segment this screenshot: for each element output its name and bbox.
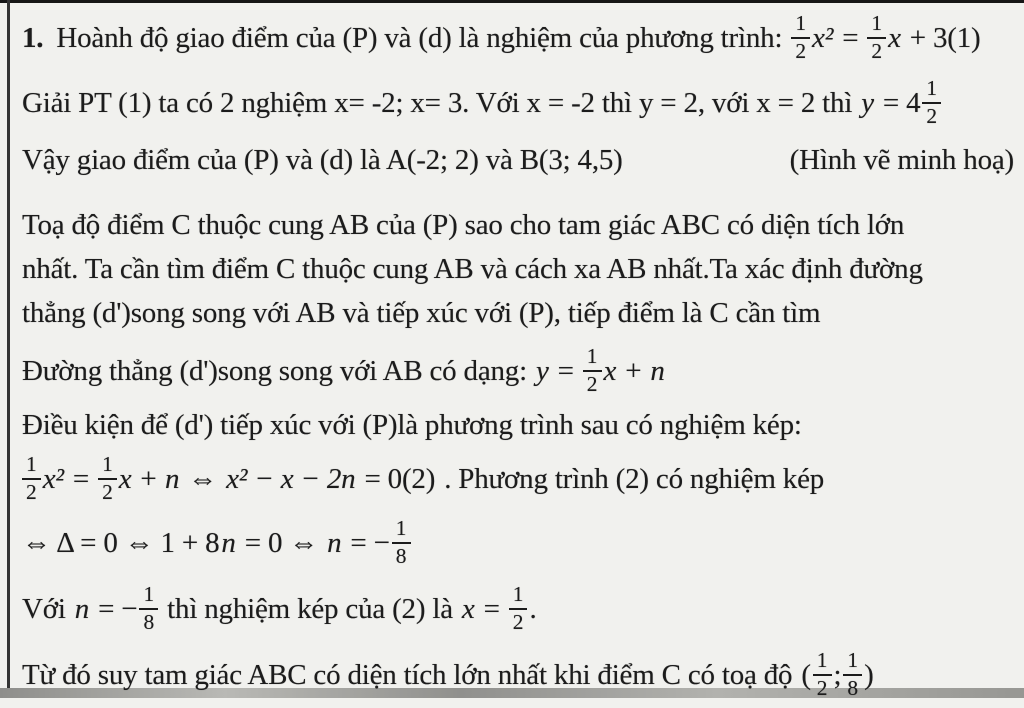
paragraph-line: Toạ độ điểm C thuộc cung AB của (P) sao cho tam giác ABC có diện tích lớn (22, 209, 905, 241)
fraction-denominator: 2 (512, 610, 524, 634)
fraction-numerator: 1 (843, 649, 862, 676)
fraction-numerator: 1 (583, 345, 602, 372)
fraction-denominator: 8 (143, 610, 155, 634)
open-paren: ( (801, 658, 811, 691)
fraction (583, 345, 602, 396)
math-operator: = 0 ⇔ (244, 526, 319, 559)
problem-text: Hoành độ giao điểm của (P) và (d) là nghiệm của phương trình: (56, 21, 783, 54)
math-operator: = (842, 21, 859, 54)
fraction-numerator: 1 (813, 649, 832, 676)
fraction-numerator: 1 (791, 12, 810, 39)
root-pre-text: Với (22, 592, 66, 625)
math-variable: n (327, 526, 342, 559)
math-variable: x (888, 21, 901, 54)
fraction-numerator: 1 (139, 583, 158, 610)
discriminant-line (22, 510, 1018, 576)
equiv-arrow: ⇔ (188, 462, 218, 495)
math-operator: = − (98, 592, 138, 625)
math-variable: x² (812, 21, 834, 54)
sentence-period: . (529, 592, 537, 625)
math-variable: x (461, 592, 475, 625)
n-value-term (350, 517, 410, 568)
mixed-number (883, 77, 941, 128)
root-mid-text: thì nghiệm kép của (2) là (167, 592, 453, 625)
math-variable: n (221, 526, 236, 559)
intersection-points-line (22, 137, 1018, 183)
problem-number: 1. (22, 21, 44, 54)
conclusion-line (22, 642, 1018, 708)
fraction (22, 453, 41, 504)
math-operator: = 4 (882, 86, 921, 119)
fraction (98, 453, 117, 504)
fraction-numerator: 1 (392, 517, 411, 544)
math-variable: x (603, 354, 617, 387)
fraction (843, 649, 862, 700)
math-operator: = − (350, 526, 390, 559)
fraction-numerator: 1 (922, 77, 941, 104)
solution-text: Giải PT (1) ta có 2 nghiệm x= -2; x= 3. Với x = -2 thì y = 2, với x = 2 thì (22, 86, 853, 119)
document-page (10, 3, 1024, 700)
fraction (139, 583, 158, 634)
condition-text: Điều kiện để (d') tiếp xúc với (P)là phương trình sau có nghiệm kép: (22, 408, 802, 441)
fraction-numerator: 1 (22, 453, 41, 480)
equation-2-line (22, 448, 1018, 510)
paragraph-line: thẳng (d')song song với AB và tiếp xúc với (P), tiếp điểm là C cần tìm (22, 297, 821, 329)
math-operator: ⇔ Δ = 0 ⇔ 1 + 8 (22, 526, 220, 559)
delta-chain (22, 527, 236, 560)
fraction-denominator: 2 (795, 39, 807, 63)
conclusion-text: Từ đó suy tam giác ABC có diện tích lớn nhất khi điểm C có toạ độ (22, 658, 793, 691)
fraction (791, 12, 810, 63)
figure-note: (Hình vẽ minh hoạ) (789, 143, 1014, 176)
fraction (922, 77, 941, 128)
fraction-denominator: 2 (926, 104, 938, 128)
half-x2-term (22, 453, 64, 504)
math-operator: + (625, 354, 642, 387)
fraction-denominator: 2 (816, 676, 828, 700)
half-x-plus-n-term (98, 453, 179, 504)
fraction-numerator: 1 (867, 12, 886, 39)
point-c-coordinates (801, 649, 873, 700)
math-variable: y (861, 86, 874, 119)
fraction-numerator: 1 (98, 453, 117, 480)
parallel-line-form (22, 340, 1018, 402)
math-variable: n (74, 592, 90, 625)
tangency-condition-line (22, 402, 1018, 448)
fraction-denominator: 8 (395, 544, 407, 568)
fraction (867, 12, 886, 63)
math-variable: x² (42, 462, 64, 495)
fraction-denominator: 2 (586, 372, 598, 396)
double-root-line (22, 576, 1018, 642)
close-paren: ) (864, 658, 874, 691)
fraction (813, 649, 832, 700)
fraction (392, 517, 411, 568)
math-operator: = (72, 462, 90, 495)
equation-1-left (791, 12, 833, 63)
fraction-denominator: 8 (847, 676, 859, 700)
fraction-denominator: 2 (102, 480, 113, 504)
reasoning-paragraph (22, 203, 1018, 335)
fraction-denominator: 2 (871, 39, 883, 63)
math-operator: = 0(2) (364, 462, 436, 495)
n-value-term (98, 583, 158, 634)
x-value-term (509, 583, 537, 634)
fraction-numerator: 1 (509, 583, 528, 610)
fraction-denominator: 2 (26, 480, 37, 504)
equation-1-right (867, 12, 900, 63)
math-variable: y (535, 354, 549, 387)
solution-roots-line (22, 69, 1018, 137)
math-expression: x² − x − 2n (226, 462, 356, 495)
half-x-term (583, 345, 616, 396)
math-operator: = (483, 592, 500, 625)
line-form-text: Đường thẳng (d')song song với AB có dạng: (22, 354, 527, 387)
math-variable: n (650, 354, 665, 387)
math-variable: x + n (118, 462, 180, 495)
problem-statement-line (22, 7, 1018, 69)
fraction (509, 583, 528, 634)
paragraph-line: nhất. Ta cần tìm điểm C thuộc cung AB và cách xa AB nhất.Ta xác định đường (22, 253, 923, 285)
coordinate-separator: ; (833, 658, 842, 691)
equation-2-tail-text: . Phương trình (2) có nghiệm kép (444, 462, 825, 495)
math-operator: + 3(1) (909, 21, 981, 54)
math-operator: = (557, 354, 574, 387)
intersection-text: Vậy giao điểm của (P) và (d) là A(-2; 2) và B(3; 4,5) (22, 143, 623, 176)
